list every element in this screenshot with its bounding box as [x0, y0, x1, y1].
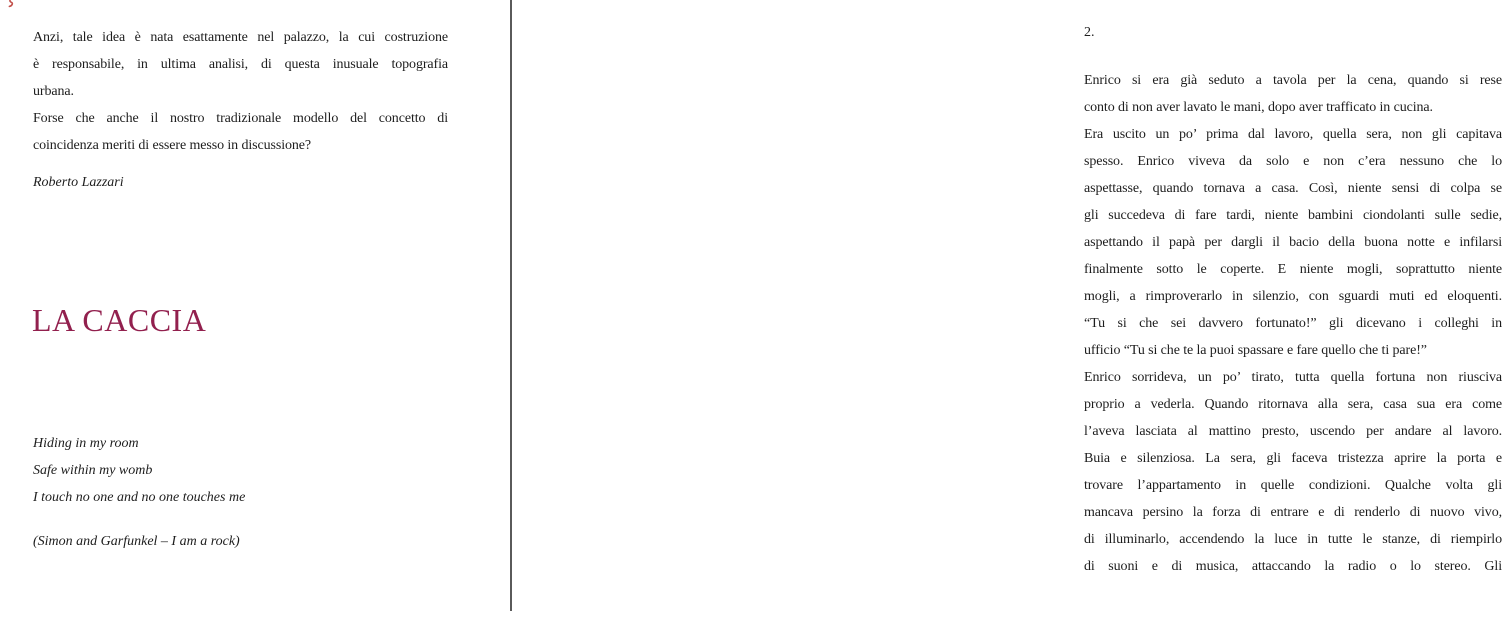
text-line: aspettasse, quando tornava a casa. Così, niente sensi di colpa se	[1084, 181, 1502, 196]
text-line: di suoni e di musica, attaccando la radio o lo stereo. Gli	[1084, 559, 1502, 574]
epigraph-source: (Simon and Garfunkel – I am a rock)	[33, 534, 240, 549]
text-line: Forse che anche il nostro tradizionale modello del concetto di	[33, 111, 448, 126]
left-page-body	[33, 24, 448, 159]
right-page-body	[1084, 67, 1502, 580]
text-line: conto di non aver lavato le mani, dopo aver trafficato in cucina.	[1084, 100, 1433, 115]
text-line: Buia e silenziosa. La sera, gli faceva tristezza aprire la porta e	[1084, 451, 1502, 466]
page-right	[512, 0, 1502, 617]
author-name: Roberto Lazzari	[33, 175, 124, 190]
text-line: mancava persino la forza di entrare e di renderlo di nuovo vivo,	[1084, 505, 1502, 520]
text-line: Era uscito un po’ prima dal lavoro, quella sera, non gli capitava	[1084, 127, 1502, 142]
text-line: mogli, a rimproverarlo in silenzio, con sguardi muti ed eloquenti.	[1084, 289, 1502, 304]
text-line: urbana.	[33, 84, 74, 99]
text-line: finalmente sotto le coperte. E niente mogli, soprattutto niente	[1084, 262, 1502, 277]
text-line: proprio a vederla. Quando ritornava alla sera, casa sua era come	[1084, 397, 1502, 412]
epigraph	[33, 430, 245, 511]
text-line: Hiding in my room	[33, 436, 139, 451]
text-line: I touch no one and no one touches me	[33, 490, 246, 505]
text-line: Enrico sorrideva, un po’ tirato, tutta quella fortuna non riusciva	[1084, 370, 1502, 385]
text-line: gli succedeva di fare tardi, niente bambini ciondolanti sulle sedie,	[1084, 208, 1502, 223]
text-line: spesso. Enrico viveva da solo e non c’era nessuno che lo	[1084, 154, 1502, 169]
text-line: l’aveva lasciata al mattino presto, uscendo per andare al lavoro.	[1084, 424, 1502, 439]
section-number: 2.	[1084, 25, 1095, 40]
text-line: Enrico si era già seduto a tavola per la cena, quando si rese	[1084, 73, 1502, 88]
text-line: ufficio “Tu si che te la puoi spassare e fare quello che ti pare!”	[1084, 343, 1427, 358]
text-line: aspettando il papà per dargli il bacio della buona notte e infilarsi	[1084, 235, 1502, 250]
chapter-title: LA CACCIA	[32, 302, 207, 338]
text-line: di illuminarlo, accendendo la luce in tutte le stanze, di riempirlo	[1084, 532, 1502, 547]
text-line: Safe within my womb	[33, 463, 153, 478]
text-line: trovare l’appartamento in quelle condizioni. Qualche volta gli	[1084, 478, 1502, 493]
text-line: coincidenza meriti di essere messo in discussione?	[33, 138, 312, 153]
page-left	[0, 0, 510, 617]
text-line: è responsabile, in ultima analisi, di questa inusuale topografia	[33, 57, 448, 72]
text-line: “Tu si che sei davvero fortunato!” gli dicevano i colleghi in	[1084, 316, 1502, 331]
text-line: Anzi, tale idea è nata esattamente nel palazzo, la cui costruzione	[33, 30, 448, 45]
